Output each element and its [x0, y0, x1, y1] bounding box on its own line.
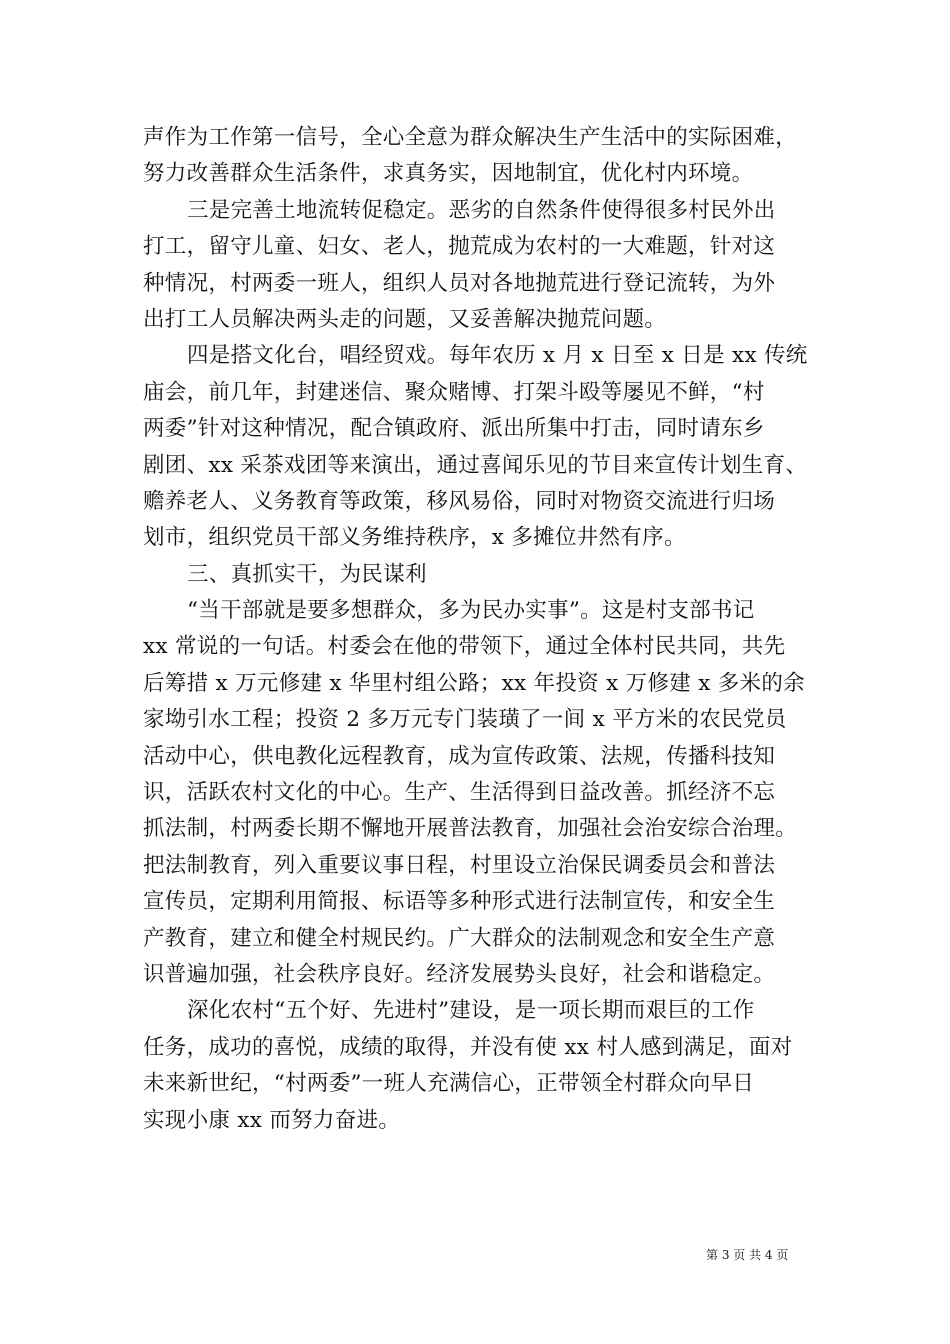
text-line: xx 常说的一句话。村委会在他的带领下，通过全体村民共同，共先: [143, 634, 786, 660]
text-line: 未来新世纪，“村两委”一班人充满信心，正带领全村群众向早日: [143, 1071, 755, 1097]
text-line: 后筹措 x 万元修建 x 华里村组公路；xx 年投资 x 万修建 x 多米的余: [143, 670, 805, 696]
text-line: 打工，留守儿童、妇女、老人，抛荒成为农村的一大难题，针对这: [143, 234, 776, 260]
text-line: 活动中心，供电教化远程教育，成为宣传政策、法规，传播科技知: [143, 743, 776, 769]
text-line: 划市，组织党员干部义务维持秩序，x 多摊位井然有序。: [143, 525, 686, 551]
text-line: 两委”针对这种情况，配合镇政府、派出所集中打击，同时请东乡: [143, 416, 765, 442]
text-line: 庙会，前几年，封建迷信、聚众赌博、打架斗殴等屡见不鲜，“村: [143, 379, 765, 405]
section-heading: 三、真抓实干，为民谋利: [187, 561, 427, 587]
text-line: 四是搭文化台，唱经贸戏。每年农历 x 月 x 日至 x 日是 xx 传统: [187, 343, 808, 369]
text-line: 声作为工作第一信号，全心全意为群众解决生产生活中的实际困难，: [143, 125, 798, 150]
text-line: 出打工人员解决两头走的问题，又妥善解决抛荒问题。: [143, 306, 667, 332]
text-line: 三是完善土地流转促稳定。恶劣的自然条件使得很多村民外出: [187, 197, 776, 223]
text-line: 把法制教育，列入重要议事日程，村里设立治保民调委员会和普法: [143, 852, 776, 878]
text-line: 产教育，建立和健全村规民约。广大群众的法制观念和安全生产意: [143, 925, 776, 951]
text-line: 努力改善群众生活条件，求真务实，因地制宜，优化村内环境。: [143, 161, 754, 187]
document-body: [143, 120, 823, 1139]
text-line: 深化农村“五个好、先进村”建设，是一项长期而艰巨的工作: [187, 998, 755, 1024]
text-line: 任务，成功的喜悦，成绩的取得，并没有使 xx 村人感到满足，面对: [143, 1034, 793, 1060]
text-line: 宣传员，定期利用简报、标语等多种形式进行法制宣传，和安全生: [143, 889, 776, 915]
text-line: 抓法制，村两委长期不懈地开展普法教育，加强社会治安综合治理。: [143, 816, 798, 842]
text-line: 赡养老人、义务教育等政策，移风易俗，同时对物资交流进行归场: [143, 488, 776, 514]
text-line: 识，活跃农村文化的中心。生产、生活得到日益改善。抓经济不忘: [143, 780, 776, 806]
text-line: 识普遍加强，社会秩序良好。经济发展势头良好，社会和谐稳定。: [143, 961, 776, 987]
page-indicator: 第 3 页 共 4 页: [706, 1248, 789, 1262]
text-line: 家坳引水工程；投资 2 多万元专门装璜了一间 x 平方米的农民党员: [143, 707, 787, 733]
text-line: 实现小康 xx 而努力奋进。: [143, 1107, 401, 1133]
text-line: “当干部就是要多想群众，多为民办实事”。这是村支部书记: [187, 598, 755, 624]
text-line: 剧团、xx 采茶戏团等来演出，通过喜闻乐见的节目来宣传计划生育、: [143, 452, 808, 478]
text-line: 种情况，村两委一班人，组织人员对各地抛荒进行登记流转，为外: [143, 270, 776, 296]
